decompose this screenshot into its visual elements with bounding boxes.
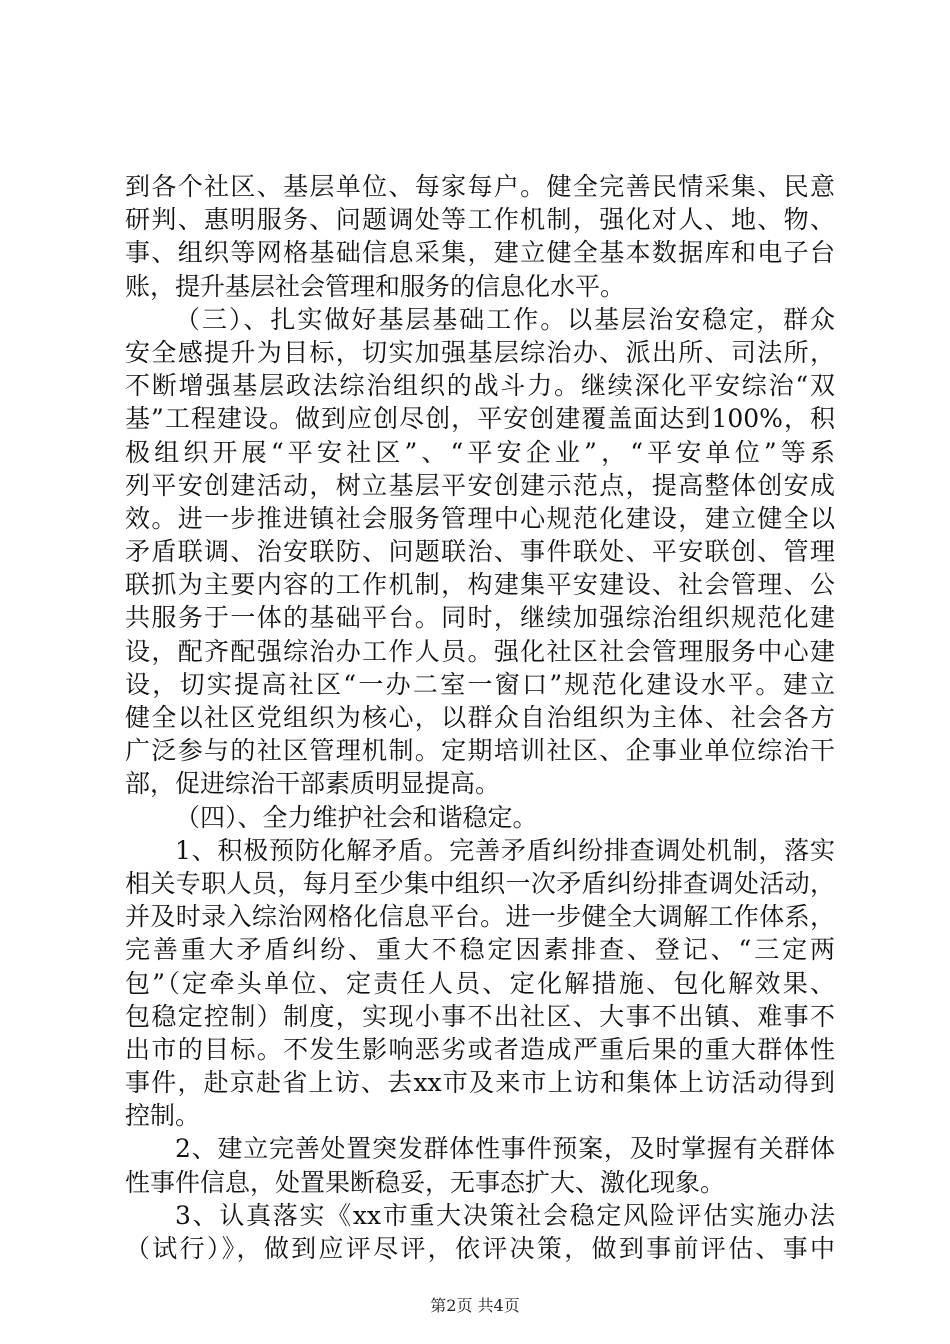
text-line: 设，配齐配强综治办工作人员。强化社区社会管理服务中心建 xyxy=(125,636,835,666)
text-line: 控制。 xyxy=(125,1101,201,1131)
text-line: 部，促进综治干部素质明显提高。 xyxy=(125,769,501,799)
text-line: （试行）》，做到应评尽评，依评决策，做到事前评估、事中 xyxy=(125,1234,835,1263)
text-line: 安全感提升为目标，切实加强基层综治办、派出所、司法所， xyxy=(125,337,835,367)
text-line: （三）、扎实做好基层基础工作。以基层治安稳定，群众 xyxy=(175,304,835,334)
text-line: 1、积极预防化解矛盾。完善矛盾纠纷排查调处机制，落实 xyxy=(175,835,835,865)
text-line: 广泛参与的社区管理机制。定期培训社区、企事业单位综治干 xyxy=(125,736,835,766)
text-line: 基”工程建设。做到应创尽创，平安创建覆盖面达到100%，积 xyxy=(125,404,835,434)
page-number-footer: 第2页 共4页 xyxy=(430,1296,520,1315)
text-line: 包”（定牵头单位、定责任人员、定化解措施、包化解效果、 xyxy=(125,968,835,998)
text-line: 效。进一步推进镇社会服务管理中心规范化建设，建立健全以 xyxy=(125,503,835,533)
text-line: 事、组织等网格基础信息采集，建立健全基本数据库和电子台 xyxy=(125,238,835,268)
text-line: 不断增强基层政法综治组织的战斗力。继续深化平安综治“双 xyxy=(125,371,835,401)
text-line: 到各个社区、基层单位、每家每户。健全完善民情采集、民意 xyxy=(125,172,835,201)
text-line: 性事件信息，处置果断稳妥，无事态扩大、激化现象。 xyxy=(125,1167,726,1197)
text-line: 列平安创建活动，树立基层平安创建示范点，提高整体创安成 xyxy=(125,470,835,500)
text-line: 并及时录入综治网格化信息平台。进一步健全大调解工作体系， xyxy=(125,902,835,932)
text-line: 出市的目标。不发生影响恶劣或者造成严重后果的重大群体性 xyxy=(125,1034,835,1064)
text-line: 极组织开展“平安社区”、“平安企业”，“平安单位”等系 xyxy=(125,437,835,467)
text-line: 包稳定控制）制度，实现小事不出社区、大事不出镇、难事不 xyxy=(125,1001,835,1031)
text-line: 账，提升基层社会管理和服务的信息化水平。 xyxy=(125,271,626,301)
text-line: 矛盾联调、治安联防、问题联治、事件联处、平安联创、管理 xyxy=(125,537,835,567)
text-line: 共服务于一体的基础平台。同时，继续加强综治组织规范化建 xyxy=(125,603,835,633)
text-line: 事件，赴京赴省上访、去xx市及来市上访和集体上访活动得到 xyxy=(125,1068,835,1098)
text-line: 2、建立完善处置突发群体性事件预案，及时掌握有关群体 xyxy=(175,1134,835,1164)
text-line: 健全以社区党组织为核心，以群众自治组织为主体、社会各方 xyxy=(125,703,835,732)
text-line: 相关专职人员，每月至少集中组织一次矛盾纠纷排查调处活动， xyxy=(125,868,835,898)
text-line: 3、认真落实《xx市重大决策社会稳定风险评估实施办法 xyxy=(175,1200,835,1230)
section-heading: （四）、全力维护社会和谐稳定。 xyxy=(175,802,538,832)
text-line: 联抓为主要内容的工作机制，构建集平安建设、社会管理、公 xyxy=(125,570,835,600)
text-line: 完善重大矛盾纠纷、重大不稳定因素排查、登记、“三定两 xyxy=(125,935,835,965)
document-body xyxy=(125,170,835,1265)
text-line: 设，切实提高社区“一办二室一窗口”规范化建设水平。建立 xyxy=(125,669,835,699)
text-line: 研判、惠明服务、问题调处等工作机制，强化对人、地、物、 xyxy=(125,205,835,235)
